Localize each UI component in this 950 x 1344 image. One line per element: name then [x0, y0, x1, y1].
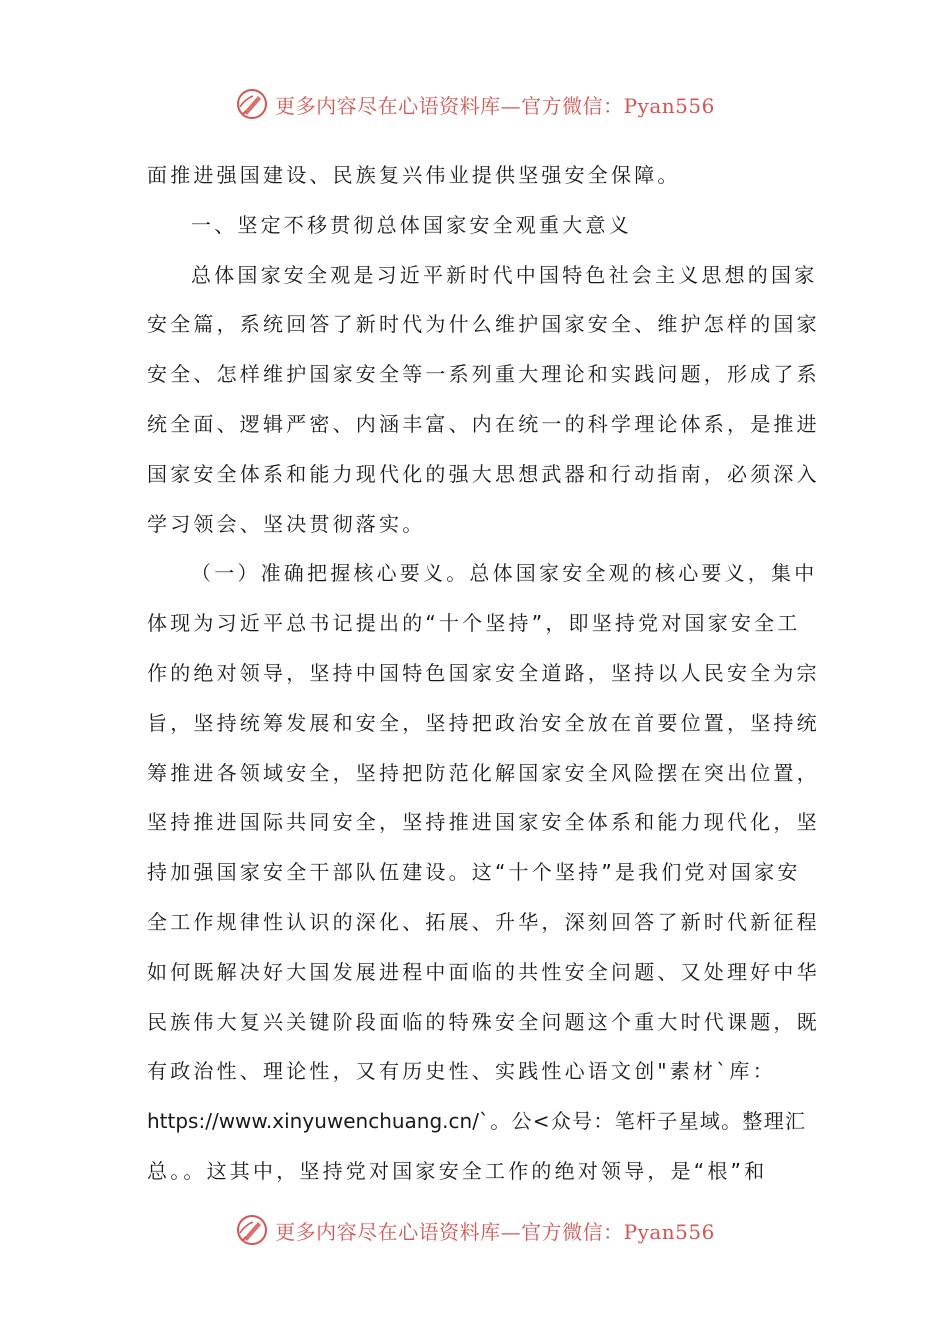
text-line: 民族伟大复兴关键阶段面临的特殊安全问题这个重大时代课题，既 [147, 1009, 820, 1034]
text-line: 有政治性、理论性，又有历史性、实践性心语文创"素材`库： [147, 1059, 776, 1084]
text-line: 学习领会、坚决贯彻落实。 [147, 511, 426, 536]
text-line: 统全面、逻辑严密、内涵丰富、内在统一的科学理论体系，是推进 [147, 411, 820, 436]
text-line: 全工作规律性认识的深化、拓展、升华，深刻回答了新时代新征程 [147, 909, 820, 934]
text-line: 面推进强国建设、民族复兴伟业提供坚强安全保障。 [147, 163, 681, 187]
watermark-text: 更多内容尽在心语资料库—官方微信：Pyan556 [275, 1219, 715, 1244]
text-line: 如何既解决好大国发展进程中面临的共性安全问题、又处理好中华 [147, 959, 820, 984]
watermark-text: 更多内容尽在心语资料库—官方微信：Pyan556 [275, 93, 715, 118]
header-watermark [0, 84, 950, 124]
text-line: 国家安全体系和能力现代化的强大思想武器和行动指南，必须深入 [147, 461, 820, 486]
text-line: 总。。这其中，坚持党对国家安全工作的绝对领导，是“根”和 [147, 1158, 768, 1183]
document-body [147, 151, 820, 1197]
text-line: 旨，坚持统筹发展和安全，坚持把政治安全放在首要位置，坚持统 [147, 710, 820, 735]
text-line: 总体国家安全观是习近平新时代中国特色社会主义思想的国家 [191, 262, 818, 287]
pen-logo-icon [235, 87, 269, 121]
text-line: 安全、怎样维护国家安全等一系列重大理论和实践问题，形成了系 [147, 362, 820, 387]
section-heading: 一、坚定不移贯彻总体国家安全观重大意义 [191, 212, 632, 237]
text-line: 安全篇，系统回答了新时代为什么维护国家安全、维护怎样的国家 [147, 312, 820, 337]
text-line: 坚持推进国际共同安全，坚持推进国家安全体系和能力现代化，坚 [147, 810, 820, 835]
text-line: 体现为习近平总书记提出的“十个坚持”，即坚持党对国家安全工 [147, 611, 801, 636]
subsection-line: （一）准确把握核心要义。总体国家安全观的核心要义，集中 [191, 561, 818, 586]
pen-logo-icon [235, 1213, 269, 1247]
url-line: https://www.xinyuwenchuang.cn/`。公<众号：笔杆子星域。整理汇 [147, 1109, 805, 1134]
text-line: 持加强国家安全干部队伍建设。这“十个坚持”是我们党对国家安 [147, 860, 801, 885]
text-line: 作的绝对领导，坚持中国特色国家安全道路，坚持以人民安全为宗 [147, 660, 820, 685]
text-line: 筹推进各领域安全，坚持把防范化解国家安全风险摆在突出位置， [147, 760, 820, 785]
footer-watermark [0, 1210, 950, 1250]
